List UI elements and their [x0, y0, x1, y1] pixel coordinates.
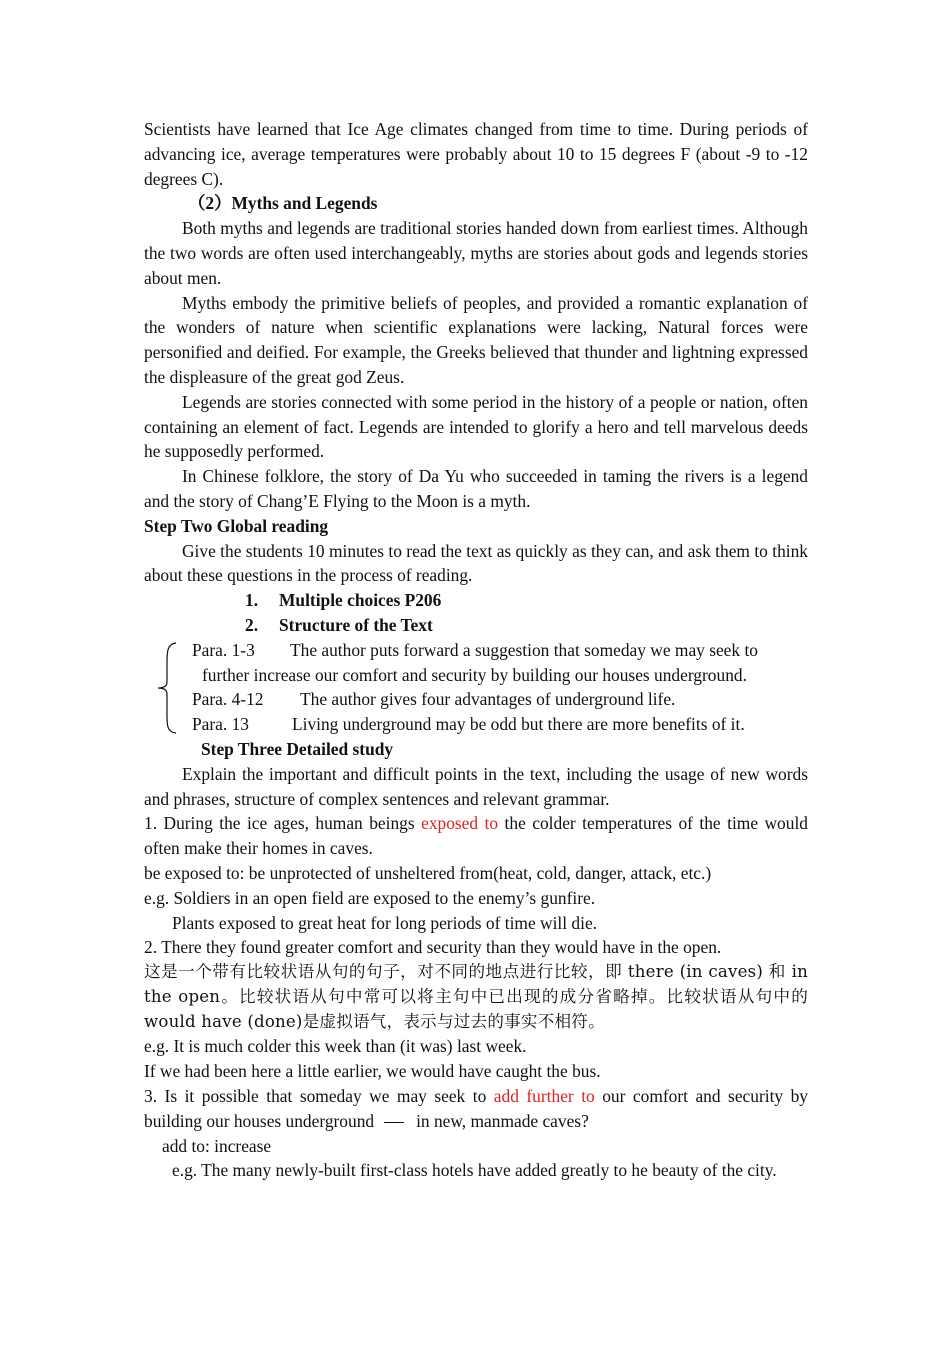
point-3-text: our comfort and security by building our houses underground — [144, 1086, 808, 1131]
structure-label: Para. 4-12 — [192, 689, 264, 710]
point-1-text: 1. During the ice ages, human beings — [144, 813, 422, 834]
myths-paragraph-2: Myths embody the primitive beliefs of peoples, and provided a romantic explanation of the wonders of nature when scientific explanations were lacking, Natural forces were personified and deified. For example, the Greeks believed that thunder and lightning expressed the displeasure of the great god Zeus. — [144, 292, 808, 387]
myths-heading: （2）Myths and Legends — [188, 193, 378, 214]
em-dash — [384, 1122, 404, 1123]
structure-label: Para. 1-3 — [192, 639, 255, 660]
structure-text: Living underground may be odd but there are more benefits of it. — [292, 714, 745, 735]
question-item — [144, 588, 808, 613]
point-2-explanation: 这是一个带有比较状语从句的句子，对不同的地点进行比较，即 there (in caves) 和 in the open。比较状语从句中常可以将主句中已出现的成分省略掉。比较状语从句中的 would have (done)是虚拟语气，表示与过去的事实不相符。 — [144, 962, 808, 1031]
point-1-example-1: e.g. Soldiers in an open field are exposed to the enemy’s gunfire. — [144, 887, 596, 908]
structure-text: The author gives four advantages of underground life. — [300, 689, 676, 710]
structure-label: Para. 13 — [192, 714, 249, 735]
step-three-heading: Step Three Detailed study — [201, 738, 394, 759]
question-list — [144, 588, 808, 638]
point-1-example-2: Plants exposed to great heat for long periods of time will die. — [172, 912, 598, 933]
point-1-definition: be exposed to: be unprotected of unsheltered from(heat, cold, danger, attack, etc.) — [144, 862, 712, 883]
highlight-exposed-to: exposed to — [421, 813, 499, 834]
structure-row — [192, 687, 808, 712]
point-1-sentence — [144, 811, 808, 861]
step-three-paragraph: Explain the important and difficult points in the text, including the usage of new words and phrases, structure of complex sentences and relevant grammar. — [144, 763, 808, 809]
myths-paragraph-3: Legends are stories connected with some period in the history of a people or nation, often containing an element of fact. Legends are intended to glorify a hero and tell marvelous deeds he supposedly performed. — [144, 391, 808, 462]
point-3-example: e.g. The many newly-built first-class hotels have added greatly to he beauty of the city. — [172, 1160, 777, 1181]
step-two-paragraph: Give the students 10 minutes to read the text as quickly as they can, and ask them to think about these questions in the process of reading. — [144, 540, 808, 586]
point-2-sentence: 2. There they found greater comfort and security than they would have in the open. — [144, 937, 722, 958]
point-3-sentence — [144, 1084, 808, 1134]
structure-text: The author puts forward a suggestion that someday we may seek to — [290, 639, 758, 660]
point-3-definition: add to: increase — [162, 1135, 272, 1156]
highlight-add-further-to: add further to — [493, 1086, 595, 1107]
structure-outline — [144, 638, 808, 737]
document-page — [144, 117, 808, 1183]
point-3-text: in new, manmade caves? — [416, 1110, 589, 1131]
question-text: Multiple choices P206 — [279, 590, 442, 611]
structure-row — [192, 712, 808, 737]
curly-brace-icon — [156, 642, 180, 734]
intro-paragraph: Scientists have learned that Ice Age climates changed from time to time. During periods of advancing ice, average temperatures were probably about 10 to 15 degrees F (about -9 to -12 degrees C). — [144, 119, 808, 189]
point-1-text: the colder temperatures of the time would often make their homes in caves. — [144, 813, 808, 859]
question-item — [144, 613, 808, 638]
structure-row — [192, 638, 808, 663]
myths-paragraph-4: In Chinese folklore, the story of Da Yu who succeeded in taming the rivers is a legend and the story of Chang’E Flying to the Moon is a myth. — [144, 466, 808, 511]
question-number: 2. — [245, 614, 259, 635]
question-number: 1. — [245, 590, 259, 611]
structure-continuation: further increase our comfort and security by building our houses underground. — [202, 664, 747, 685]
point-2-example-2: If we had been here a little earlier, we would have caught the bus. — [144, 1061, 601, 1082]
point-3-text: 3. Is it possible that someday we may seek to — [144, 1086, 494, 1107]
myths-paragraph-1: Both myths and legends are traditional stories handed down from earliest times. Although the two words are often used interchangeably, myths are stories about gods and legends stories about men. — [144, 218, 808, 288]
question-text: Structure of the Text — [279, 614, 433, 635]
step-two-heading: Step Two Global reading — [144, 515, 329, 536]
point-2-example-1: e.g. It is much colder this week than (it was) last week. — [144, 1036, 527, 1057]
